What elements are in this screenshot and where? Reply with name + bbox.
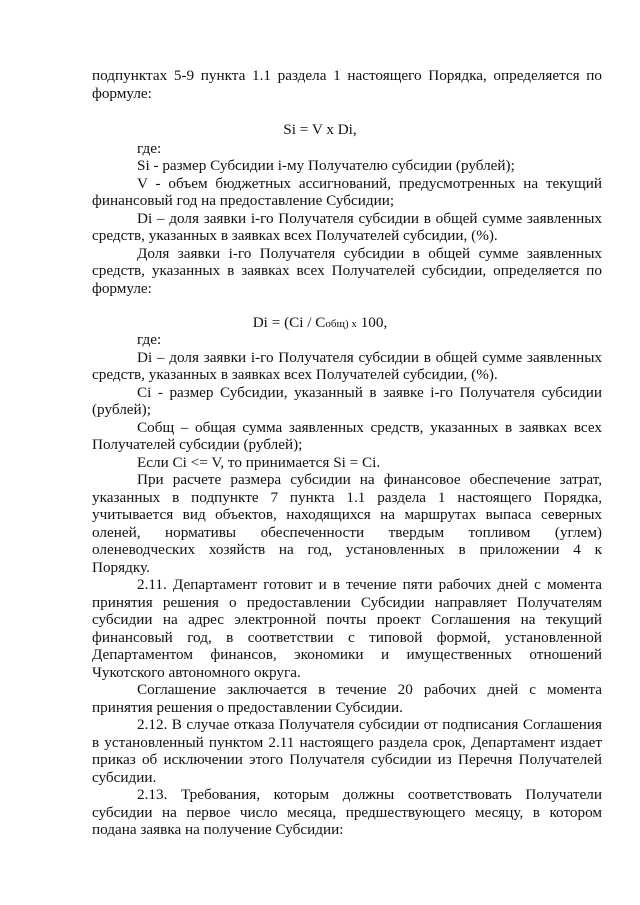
text-line: (рублей);	[92, 401, 151, 418]
text-line: Di – доля заявки i-го Получателя субсидии в общей сумме заявленных	[137, 210, 602, 227]
text-line: средств, указанных в заявках всех Получателей субсидии, определяется по	[92, 262, 602, 279]
formula-si: Si = V x Di,	[283, 121, 357, 138]
section-2-12-line: 2.12. В случае отказа Получателя субсидии от подписания Соглашения	[137, 716, 602, 733]
text-line: субсидии на адрес электронной почты проект Соглашения на текущий	[92, 611, 602, 628]
text-line: оленеводческих хозяйств на год, установленных в приложении 4 к	[92, 541, 602, 558]
text-line: подана заявка на получение Субсидии:	[92, 821, 344, 838]
text-line: Доля заявки i-го Получателя субсидии в общей сумме заявленных	[137, 245, 602, 262]
text-line: субсидии на первое число месяца, предшествующего месяцу, в котором	[92, 804, 602, 821]
formula-di-part: 100,	[356, 314, 388, 331]
text-line: Департаментом финансов, экономики и имущественных отношений	[92, 646, 602, 663]
text-line: Порядку.	[92, 559, 150, 576]
section-2-11-line: 2.11. Департамент готовит и в течение пяти рабочих дней с момента	[137, 576, 602, 593]
text-line: принятия решения о предоставлении Субсидии направляет Получателям	[92, 594, 602, 611]
text-line: Соглашение заключается в течение 20 рабочих дней с момента	[137, 681, 602, 698]
text-line: учитывается вид объектов, находящихся на маршрутах выпаса северных	[92, 506, 602, 523]
text-line: средств, указанных в заявках всех Получателей субсидии, (%).	[92, 227, 498, 244]
text-line: принятия решения о предоставлении Субсидии.	[92, 699, 403, 716]
text-line: финансовый год на предоставление Субсидии;	[92, 192, 395, 209]
text-line: в установленный пунктом 2.11 настоящего раздела срок, Департамент издает	[92, 734, 602, 751]
text-line: Если Ci <= V, то принимается Si = Ci.	[137, 454, 381, 471]
formula-di-subscript: общ) х	[325, 318, 357, 330]
text-line: субсидии.	[92, 769, 157, 786]
text-line: подпунктах 5-9 пункта 1.1 раздела 1 настоящего Порядка, определяется по	[92, 67, 602, 84]
text-line: финансовый год, в соответствии с типовой формой, установленной	[92, 629, 602, 646]
text-line: Получателей субсидии (рублей);	[92, 436, 303, 453]
text-line: V - объем бюджетных ассигнований, предусмотренных на текущий	[137, 175, 602, 192]
where-label: где:	[137, 331, 162, 348]
text-line: формуле:	[92, 280, 152, 297]
text-line: оленей, нормативы обеспеченности твердым топливом (углем)	[92, 524, 602, 541]
text-line: Si - размер Субсидии i-му Получателю субсидии (рублей);	[137, 157, 515, 174]
formula-di-part: Di = (Ci / C	[252, 314, 326, 331]
text-line: Ci - размер Субсидии, указанный в заявке i-го Получателя субсидии	[137, 384, 602, 401]
section-2-13-line: 2.13. Требования, которым должны соответствовать Получатели	[137, 786, 602, 803]
where-label: где:	[137, 140, 162, 157]
formula-di	[0, 314, 640, 334]
text-line: средств, указанных в заявках всех Получателей субсидии, (%).	[92, 366, 498, 383]
text-line: приказ об исключении этого Получателя субсидии из Перечня Получателей	[92, 751, 602, 768]
text-line: Di – доля заявки i-го Получателя субсидии в общей сумме заявленных	[137, 349, 602, 366]
text-line: указанных в подпункте 7 пункта 1.1 раздела 1 настоящего Порядка,	[92, 489, 602, 506]
text-line: Cобщ – общая сумма заявленных средств, указанных в заявках всех	[137, 419, 602, 436]
text-line: Чукотского автономного округа.	[92, 664, 301, 681]
text-line: формуле:	[92, 85, 152, 102]
text-line: При расчете размера субсидии на финансовое обеспечение затрат,	[137, 471, 602, 488]
